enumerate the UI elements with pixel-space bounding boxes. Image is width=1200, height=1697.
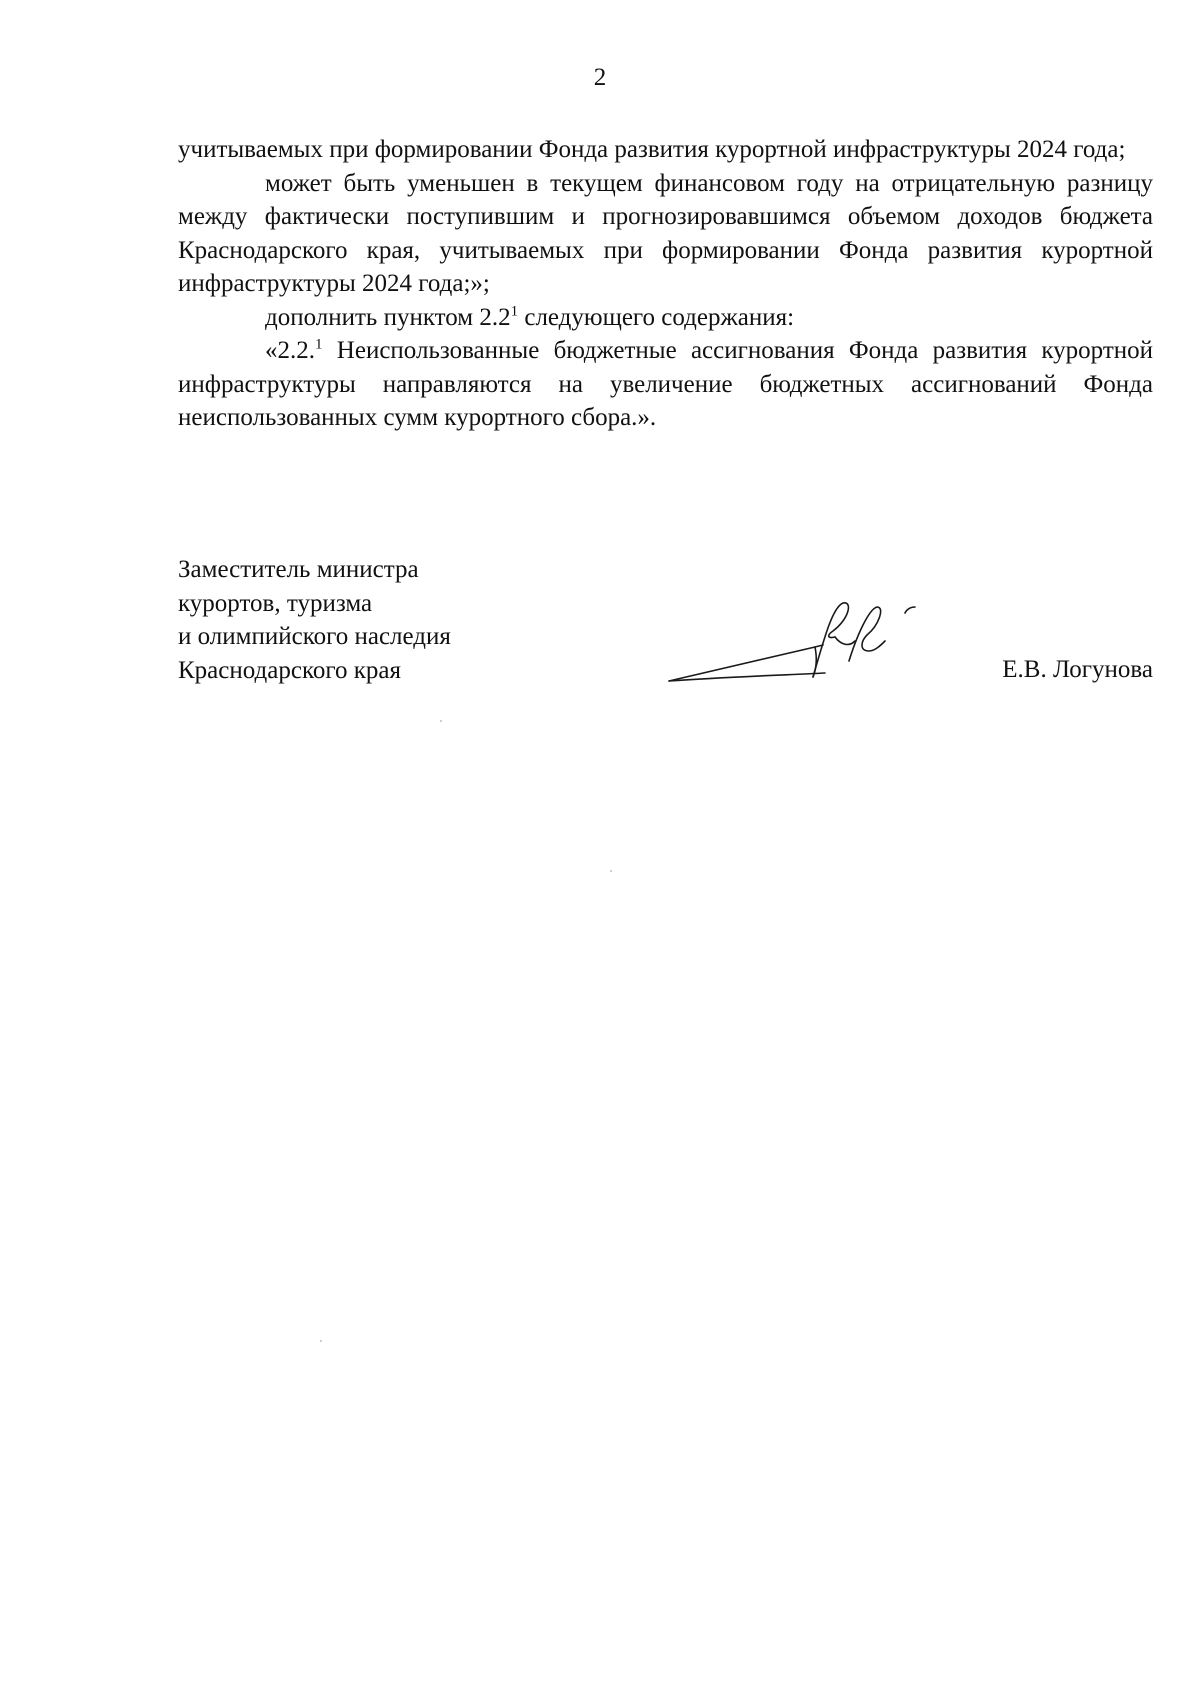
signatory-position-line: Краснодарского края: [178, 656, 401, 684]
paragraph-4-after: Неиспользованные бюджетные ассигнования Фонда развития курортной инфраструктуры направляются на увеличение бюджетных ассигнований Фонда неиспользованных сумм курортного сбора.».: [178, 337, 1153, 431]
paragraph-4-superscript: 1: [315, 336, 323, 353]
paragraph-4: [178, 334, 1153, 435]
signatory-position-line: Заместитель министра: [178, 556, 419, 583]
paragraph-3-before: дополнить пунктом 2.2: [265, 303, 511, 331]
signatory-position: [178, 553, 451, 687]
paragraph-1: учитываемых при формировании Фонда развития курортной инфраструктуры 2024 года;: [178, 136, 1126, 163]
signatory-position-line: и олимпийского наследия: [178, 623, 451, 650]
page-number: 2: [593, 64, 607, 91]
scan-speck: [610, 870, 612, 872]
signatory-name: Е.В. Логунова: [1002, 656, 1153, 683]
scan-speck: [440, 720, 442, 722]
paragraph-4-before: «2.2.: [265, 337, 315, 364]
paragraph-3: [178, 301, 1153, 335]
document-body: [178, 133, 1153, 435]
paragraph-3-after: следующего содержания:: [518, 303, 795, 331]
scan-speck: [320, 1340, 322, 1342]
paragraph-2: может быть уменьшен в текущем финансовом году на отрицательную разницу между фактически поступившим и прогнозировавшимся объемом доходов бюджета Краснодарского края, учитываемых при формировании Фонда развития курортной инфраструктуры 2024 года;»;: [178, 169, 1153, 297]
paragraph-3-superscript: 1: [510, 303, 519, 320]
handwritten-signature: [665, 595, 955, 695]
signatory-position-line: курортов, туризма: [178, 589, 373, 617]
